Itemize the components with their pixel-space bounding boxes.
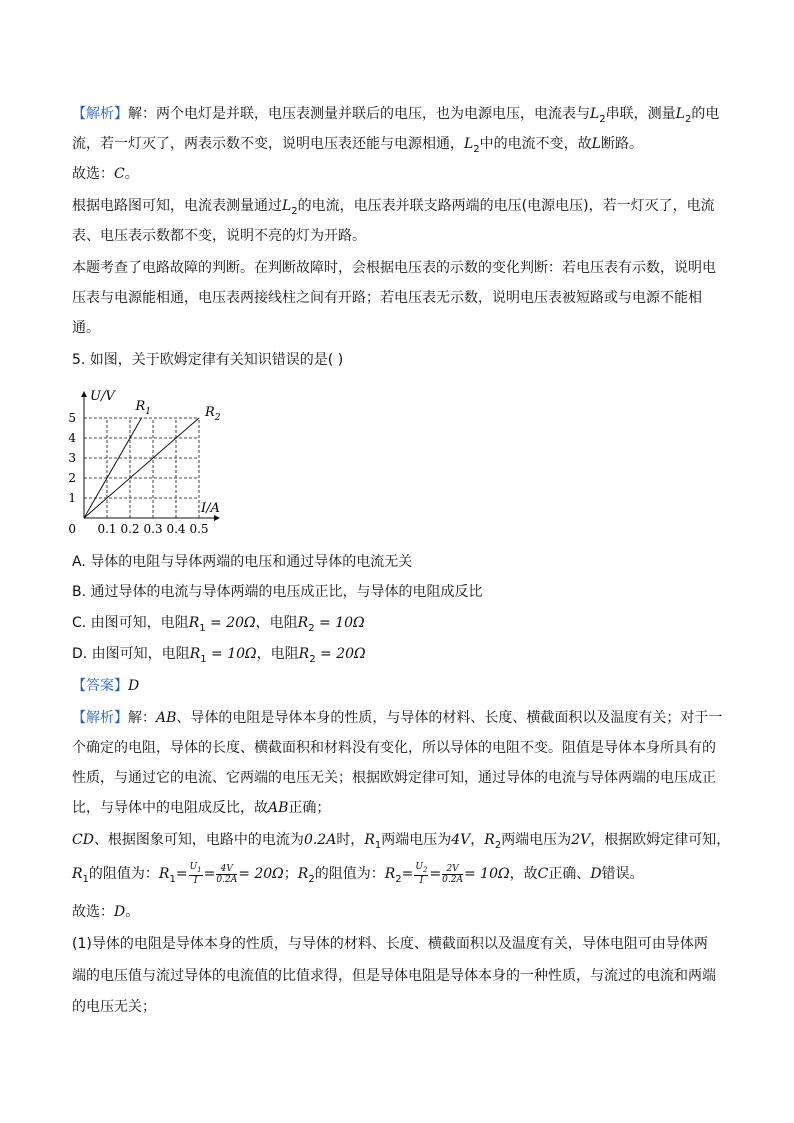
x-tick-label-2: 0.2 [120, 522, 140, 536]
paragraph-3-line-2: 压表与电源能相通，电压表两接线柱之间有开路；若电压表无示数，说明电压表被短路或与电源不能相 [72, 290, 702, 306]
series-label-subscript: 2 [214, 413, 221, 423]
x-tick-label-1: 0.1 [97, 522, 117, 536]
series-label-subscript: 1 [145, 407, 152, 417]
analysis2-line-2: 个确定的电阻，导体的长度、横截面积和材料没有变化，所以导体的电阻不变。阻值是导体本身所具有的 [72, 740, 716, 756]
analysis2-line-3: 性质，与通过它的电流、它两端的电压无关；根据欧姆定律可知，通过导体的电流与导体两端的电压成正 [72, 770, 716, 786]
x-tick-label-3: 0.3 [143, 522, 163, 536]
note-line-2: 端的电压值与流过导体的电流值的比值求得，但是导体电阻是导体本身的一种性质，与流过的电流和两端 [72, 968, 716, 984]
u-i-chart [68, 378, 242, 540]
y-tick-label-1: 1 [68, 491, 76, 505]
series-label-r2: $R_2$ [205, 405, 221, 423]
y-axis-label: U/V [90, 389, 115, 404]
paragraph-3-line-1: 本题考查了电路故障的判断。在判断故障时，会根据电压表的示数的变化判断：若电压表有示数，说明电 [72, 260, 716, 276]
note-line-3: 的电压无关； [72, 999, 156, 1015]
series-line-r1 [84, 418, 142, 518]
fraction-u1-over-i: $\frac{U_1}{I}$ [189, 862, 202, 886]
analysis2-line-1: 【解析】解：AB、导体的电阻是导体本身的性质，与导体的材料、长度、横截面积以及温度有关；对于一 [72, 710, 723, 726]
series-label-r1: $R_1$ [135, 399, 152, 417]
x-axis-label: I/A [201, 501, 220, 516]
analysis2-line-4: 比，与导体中的电阻成反比，故AB正确； [72, 800, 331, 816]
chart-ticks [68, 411, 208, 536]
note-line-1: (1)导体的电阻是导体本身的性质，与导体的材料、长度、横截面积以及温度有关，导体电阻可由导体两 [72, 936, 708, 952]
origin-label: 0 [68, 522, 76, 536]
analysis-tag: 【解析】 [72, 106, 128, 122]
y-tick-label-5: 5 [68, 411, 76, 425]
fraction-4v-over-02a: $\frac{4V}{0.2A}$ [216, 863, 238, 885]
paragraph-2-line-1: 根据电路图可知，电流表测量通过$L_2$的电流，电压表并联支路两端的电压(电源电压)，若一灯灭了，电流 [72, 198, 715, 217]
y-tick-label-2: 2 [68, 471, 76, 485]
option-b: B. 通过导体的电流与导体两端的电压成正比，与导体的电阻成反比 [72, 584, 483, 600]
option-c: C. 由图可知，电阻$R_1 = 20\Omega$，电阻$R_2 = 10\Omega$ [72, 615, 365, 634]
fraction-u2-over-i: $\frac{U_2}{I}$ [415, 862, 428, 886]
analysis-line-2: 流，若一灯灭了，两表示数不变，说明电压表还能与电源相通，$L_2$中的电流不变，故L断路。 [72, 136, 643, 155]
question-5: 5. 如图，关于欧姆定律有关知识错误的是( ) [72, 352, 344, 368]
fraction-2v-over-02a: $\frac{2V}{0.2A}$ [442, 863, 463, 885]
x-tick-label-4: 0.4 [166, 522, 186, 536]
analysis-line-1: 【解析】解：两个电灯是并联，电压表测量并联后的电压，也为电源电压，电流表与$L_2$串联，测量$L_2$的电 [72, 106, 720, 125]
option-d: D. 由图可知，电阻$R_1 = 10\Omega$，电阻$R_2 = 20\Omega$ [72, 646, 366, 665]
y-tick-label-4: 4 [68, 431, 76, 445]
analysis2-line-6: $R_1$的阻值为：$R_1=$ $\frac{U_1}{I}$ = $\frac{4V}{0.2A}$ = 20Ω；$R_2$的阻值为：$R_2=$ $\frac{U_2}{I}$ = $\frac{2V}{0.2A}$ = 10Ω，故C正确、D错误。 [72, 862, 644, 886]
series-line-r2 [84, 418, 199, 518]
x-tick-label-5: 0.5 [189, 522, 209, 536]
choice-line-1: 故选：C。 [72, 166, 139, 182]
choice-line-2: 故选：D。 [72, 904, 140, 920]
paragraph-2-line-2: 表、电压表示数都不变，说明不亮的灯为开路。 [72, 228, 366, 244]
answer-tag: 【答案】 [72, 678, 128, 694]
y-tick-label-3: 3 [68, 451, 76, 465]
paragraph-3-line-3: 通。 [72, 320, 100, 336]
option-a: A. 导体的电阻与导体两端的电压和通过导体的电流无关 [72, 554, 413, 570]
analysis2-line-5: CD、根据图象可知，电路中的电流为0.2A时，$R_1$两端电压为4V，$R_2$两端电压为2V，根据欧姆定律可知， [72, 832, 731, 851]
answer-line: 【答案】D [72, 678, 140, 694]
